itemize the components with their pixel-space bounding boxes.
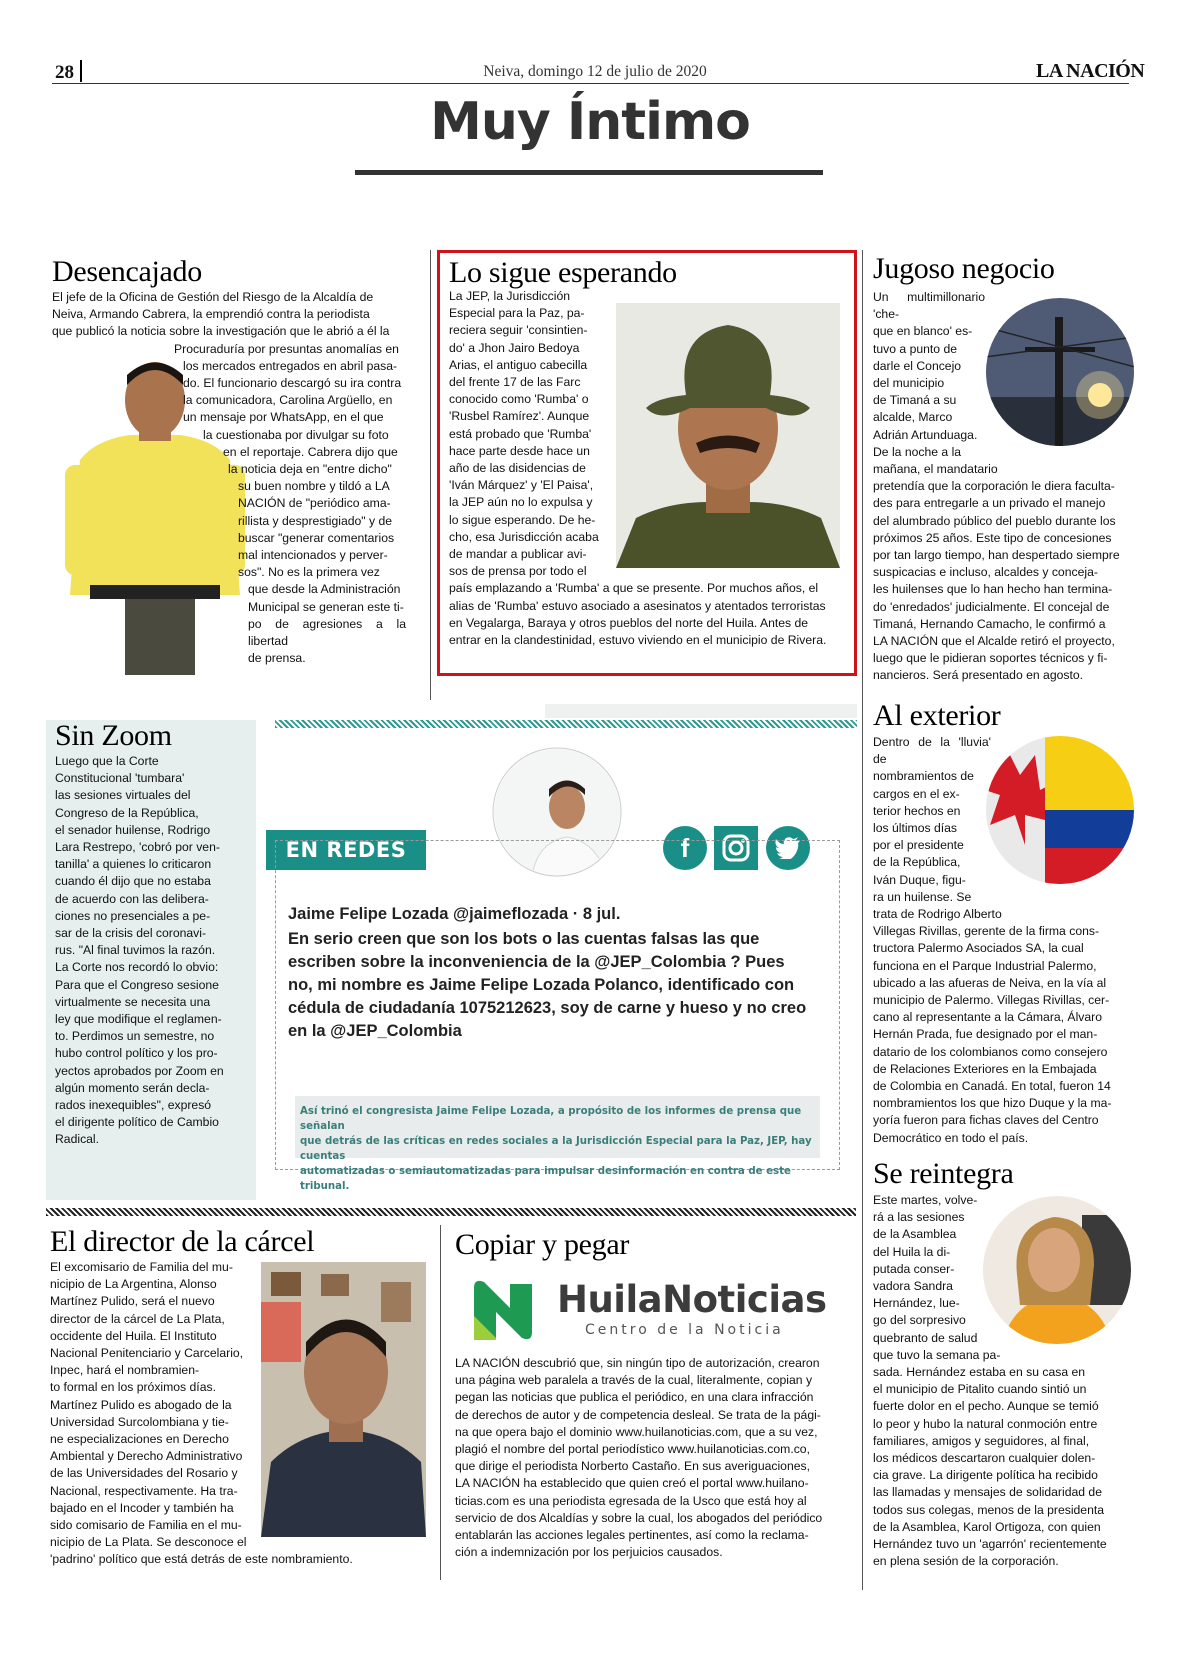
lo-sigue-line: La JEP, la Jurisdicción bbox=[449, 289, 571, 303]
tweet-text bbox=[288, 928, 826, 1043]
reintegra-line: Hernández, lue- bbox=[873, 1296, 960, 1311]
reintegra-line: cia grave. La dirigente política ha recibido bbox=[873, 1468, 1098, 1483]
desencajado-line: que publicó la noticia sobre la investigación que le abrió a él la bbox=[52, 324, 390, 339]
al-exterior-line: de Relaciones Exteriores en la Embajada bbox=[873, 1061, 1097, 1076]
sin-zoom-line: ley que modifique el reglamen- bbox=[55, 1012, 222, 1027]
huilanoticias-logo-text: HuilaNoticias bbox=[557, 1278, 827, 1321]
copiar-title: Copiar y pegar bbox=[455, 1228, 630, 1261]
jugoso-title: Jugoso negocio bbox=[873, 252, 1055, 285]
al-exterior-body bbox=[873, 734, 1135, 1147]
al-exterior-line: Democrático en todo el país. bbox=[873, 1130, 1029, 1145]
jugoso-line: del alumbrado público del pueblo durante los bbox=[873, 513, 1116, 528]
tweet-caption bbox=[300, 1104, 818, 1194]
tweet-line: En serio creen que son los bots o las cuentas falsas las que bbox=[288, 930, 760, 948]
desencajado-line: en el reportaje. Cabrera dijo que bbox=[223, 444, 398, 459]
jugoso-line: Adrián Artunduaga. bbox=[873, 427, 978, 442]
en-redes-top-band bbox=[545, 704, 857, 718]
en-redes-hatch-rule bbox=[275, 720, 857, 728]
al-exterior-line: de Colombia en Canadá. En total, fueron 14 bbox=[873, 1079, 1111, 1094]
sin-zoom-line: Constitucional 'tumbara' bbox=[55, 771, 185, 786]
en-redes-label: EN REDES bbox=[266, 830, 426, 870]
lo-sigue-line: la JEP aún no lo expulsa y bbox=[449, 495, 593, 510]
al-exterior-line: Iván Duque, figu- bbox=[873, 872, 966, 887]
sin-zoom-line: sar de la crisis del coronavi- bbox=[55, 926, 207, 941]
desencajado-line: po de agresiones a la libertad bbox=[248, 616, 406, 649]
reintegra-line: en plena sesión de la corporación. bbox=[873, 1554, 1059, 1569]
caption-line: que detrás de las críticas en redes sociales a la Jurisdicción Especial para la Paz, JEP, hay cuentas bbox=[300, 1136, 812, 1162]
al-exterior-line: cargos en el ex- bbox=[873, 786, 960, 801]
al-exterior-line: yoría fueron para fichas claves del Centro bbox=[873, 1113, 1099, 1128]
lo-sigue-line: conocido como 'Rumba' o bbox=[449, 392, 589, 407]
al-exterior-line: los últimos días bbox=[873, 821, 957, 836]
desencajado-line: do. El funcionario descargó su ira contra bbox=[183, 376, 402, 391]
reintegra-line: Este martes, volve- bbox=[873, 1193, 978, 1207]
dateline: Neiva, domingo 12 de julio de 2020 bbox=[483, 63, 707, 80]
lo-sigue-line: alias de 'Rumba' estuvo asociado a asesinatos y atentados terroristas bbox=[449, 598, 826, 613]
sin-zoom-title: Sin Zoom bbox=[55, 719, 172, 752]
desencajado-line: la cuestionaba por divulgar su foto bbox=[203, 427, 389, 442]
reintegra-line: que tuvo la semana pa- bbox=[873, 1347, 1001, 1362]
reintegra-line: todos sus colegas, menos de la presidenta bbox=[873, 1502, 1105, 1517]
sin-zoom-line: La Corte nos recordó lo obvio: bbox=[55, 960, 219, 975]
sin-zoom-line: Radical. bbox=[55, 1132, 100, 1147]
desencajado-line: la noticia deja en "entre dicho" bbox=[228, 462, 392, 477]
sin-zoom-line: Lara Restrepo, 'cobró por ven- bbox=[55, 840, 220, 855]
desencajado-line: que desde la Administración bbox=[248, 582, 401, 597]
jugoso-line: tuvo a punto de bbox=[873, 341, 958, 356]
desencajado-line: Procuraduría por presuntas anomalías en bbox=[174, 341, 399, 356]
al-exterior-title: Al exterior bbox=[873, 699, 1001, 732]
column-divider bbox=[430, 250, 431, 700]
sin-zoom-body bbox=[55, 753, 245, 1149]
al-exterior-line: por el presidente bbox=[873, 838, 964, 853]
reintegra-line: vadora Sandra bbox=[873, 1279, 953, 1294]
sin-zoom-line: el senador huilense, Rodrigo bbox=[55, 822, 211, 837]
brand-logo: LA NACIÓN bbox=[1036, 60, 1145, 82]
reintegra-line: familiares, amigos y seguidores, al final, bbox=[873, 1433, 1090, 1448]
al-exterior-line: terior hechos en bbox=[873, 803, 961, 818]
copiar-line: ticias.com es una periodista egresada de la Usco que está hoy al bbox=[455, 1493, 807, 1508]
lo-sigue-line: Especial para la Paz, pa- bbox=[449, 306, 585, 321]
tweet-author: Jaime Felipe Lozada @jaimeflozada · 8 jul. bbox=[288, 905, 621, 923]
desencajado-line: mal intencionados y perver- bbox=[238, 548, 388, 563]
lo-sigue-line: reciera seguir 'consintien- bbox=[449, 323, 588, 338]
lo-sigue-title: Lo sigue esperando bbox=[449, 256, 677, 289]
copiar-line: na que opera bajo el dominio www.huilanoticias.com, que a su vez, bbox=[455, 1424, 818, 1439]
jugoso-line: nancieros. Será presentado en agosto. bbox=[873, 668, 1084, 683]
lo-sigue-line: en Vegalarga, Baraya y otros pueblos del norte del Huila. Antes de bbox=[449, 615, 809, 630]
caption-line: automatizadas o semiautomatizadas para impulsar desinformación en contra de este tribunal. bbox=[300, 1166, 791, 1192]
jugoso-line: des para entregarle a un privado el manejo bbox=[873, 496, 1106, 511]
huilanoticias-logo-mark bbox=[470, 1276, 540, 1344]
copiar-line: LA NACIÓN descubrió que, sin ningún tipo de autorización, crearon bbox=[455, 1356, 820, 1370]
director-line: occidente del Huila. El Instituto bbox=[50, 1328, 217, 1343]
sin-zoom-line: de acuerdo con las delibera- bbox=[55, 891, 209, 906]
sin-zoom-line: las sesiones virtuales del bbox=[55, 788, 191, 803]
director-line: Martínez Pulido, será el nuevo bbox=[50, 1294, 215, 1309]
jugoso-line: Timaná, Hernando Camacho, le confirmó a bbox=[873, 616, 1106, 631]
al-exterior-line: cano al representante a la Cámara, Álvaro bbox=[873, 1010, 1102, 1025]
lo-sigue-line: lo sigue esperando. De he- bbox=[449, 512, 596, 527]
reintegra-body bbox=[873, 1192, 1135, 1570]
lo-sigue-line: país emplazando a 'Rumba' a que se presente. Por muchos años, el bbox=[449, 581, 819, 596]
jugoso-line: por tan largo tiempo, han despertado siempre bbox=[873, 548, 1120, 563]
lo-sigue-line: año de las disidencias de bbox=[449, 461, 586, 476]
lo-sigue-line: hace parte desde hace un bbox=[449, 443, 590, 458]
director-line: to formal en los próximos días. bbox=[50, 1380, 216, 1395]
copiar-line: plagió el nombre del portal periodístico www.huilanoticias.com.co, bbox=[455, 1442, 810, 1457]
sin-zoom-line: Congreso de la República, bbox=[55, 805, 199, 820]
jugoso-line: del municipio bbox=[873, 376, 945, 391]
sin-zoom-line: ciones no presenciales a pe- bbox=[55, 908, 211, 923]
copiar-line: LA NACIÓN ha establecido que quien creó el portal www.huilano- bbox=[455, 1476, 809, 1491]
al-exterior-line: nombramientos de bbox=[873, 769, 974, 784]
al-exterior-line: Hernán Prada, fue designado por el man- bbox=[873, 1027, 1098, 1042]
sin-zoom-line: cuando él dijo que no estaba bbox=[55, 874, 211, 889]
column-divider bbox=[440, 1225, 441, 1580]
director-line: Ambiental y Derecho Administrativo bbox=[50, 1449, 243, 1464]
desencajado-line: la comunicadora, Carolina Argüello, en bbox=[183, 393, 393, 408]
lo-sigue-line: sos de prensa por todo el bbox=[449, 564, 587, 579]
al-exterior-line: ubicado a las afueras de Neiva, en la vía al bbox=[873, 975, 1107, 990]
director-line: nicipio de La Argentina, Alonso bbox=[50, 1277, 217, 1292]
desencajado-body bbox=[52, 289, 406, 667]
jugoso-line: de Timaná a su bbox=[873, 393, 957, 408]
lo-sigue-line: está probado que 'Rumba' bbox=[449, 426, 592, 441]
facebook-icon[interactable]: f bbox=[663, 826, 707, 870]
tweet-line: no, mi nombre es Jaime Felipe Lozada Polanco, identificado con bbox=[288, 976, 795, 994]
copiar-body bbox=[455, 1355, 840, 1561]
reintegra-line: quebranto de salud bbox=[873, 1330, 978, 1345]
lo-sigue-line: 'Rusbel Ramírez'. Aunque bbox=[449, 409, 590, 424]
section-title-underline bbox=[355, 170, 823, 175]
sin-zoom-line: hubo control político y los pro- bbox=[55, 1046, 218, 1061]
desencajado-line: Neiva, Armando Cabrera, la emprendió contra la periodista bbox=[52, 307, 370, 322]
reintegra-line: las llamadas y mensajes de solidaridad de bbox=[873, 1485, 1102, 1500]
copiar-line: de derechos de autor y de competencia desleal. Se trata de la pági- bbox=[455, 1407, 821, 1422]
sin-zoom-line: to. Perdimos un semestre, no bbox=[55, 1029, 215, 1044]
jugoso-line: LA NACIÓN que el Alcalde retiró el proyecto, bbox=[873, 634, 1115, 649]
desencajado-line: sos". No es la primera vez bbox=[238, 565, 380, 580]
director-line: bajado en el Incoder y también ha bbox=[50, 1500, 234, 1515]
desencajado-line: El jefe de la Oficina de Gestión del Riesgo de la Alcaldía de bbox=[52, 290, 374, 304]
tweet-line: escriben sobre la inconveniencia de la @JEP_Colombia ? Pues bbox=[288, 953, 785, 971]
page-number: 28 bbox=[55, 62, 74, 83]
sin-zoom-line: Para que el Congreso sesione bbox=[55, 977, 219, 992]
director-body bbox=[50, 1259, 422, 1569]
reintegra-line: putada conser- bbox=[873, 1261, 955, 1276]
copiar-line: que dirige el periodista Norberto Castaño. En sus averiguaciones, bbox=[455, 1459, 810, 1474]
al-exterior-line: municipio de Palermo. Villegas Rivillas, cer- bbox=[873, 993, 1110, 1008]
director-title: El director de la cárcel bbox=[50, 1225, 315, 1258]
reintegra-line: rá a las sesiones bbox=[873, 1210, 965, 1225]
desencajado-line: un mensaje por WhatsApp, en el que bbox=[183, 410, 384, 425]
jugoso-line: darle el Concejo bbox=[873, 358, 962, 373]
al-exterior-line: Dentro de la 'lluvia' de bbox=[873, 735, 991, 767]
copiar-line: ción a indemnización por los perjuicios causados. bbox=[455, 1545, 723, 1560]
lo-sigue-line: del frente 17 de las Farc bbox=[449, 375, 581, 390]
caption-line: Así trinó el congresista Jaime Felipe Lozada, a propósito de los informes de prensa que señalan bbox=[300, 1106, 802, 1132]
director-line: El excomisario de Familia del mu- bbox=[50, 1260, 233, 1274]
reintegra-line: del Huila la di- bbox=[873, 1244, 951, 1259]
desencajado-line: NACIÓN de "periódico ama- bbox=[238, 496, 391, 511]
jugoso-line: do 'enredados' judicialmente. El concejal de bbox=[873, 599, 1110, 614]
copiar-line: pegan las noticias que publica el periódico, en una clara infracción bbox=[455, 1390, 814, 1405]
jugoso-line: próximos 25 años. Este tipo de concesiones bbox=[873, 530, 1112, 545]
column-divider bbox=[862, 700, 863, 1590]
jugoso-body bbox=[873, 289, 1135, 685]
director-line: sido comisario de Familia en el mu- bbox=[50, 1518, 242, 1533]
jugoso-line: alcalde, Marco bbox=[873, 410, 953, 425]
header-rule bbox=[52, 83, 1129, 84]
al-exterior-line: de la República, bbox=[873, 855, 961, 870]
copiar-line: una página web paralela a través de la cual, literalmente, copian y bbox=[455, 1373, 813, 1388]
director-line: de las Universidades del Rosario y bbox=[50, 1466, 238, 1481]
jugoso-line: que en blanco' es- bbox=[873, 324, 973, 339]
director-line: director de la cárcel de La Plata, bbox=[50, 1311, 225, 1326]
lo-sigue-line: Arias, el antiguo cabecilla bbox=[449, 357, 588, 372]
al-exterior-line: nombramientos los que hizo Duque y la ma- bbox=[873, 1096, 1112, 1111]
lo-sigue-line: entrar en la clandestinidad, estuvo viviendo en el municipio de Rivera. bbox=[449, 633, 827, 648]
desencajado-line: Municipal se generan este ti- bbox=[248, 599, 404, 614]
reintegra-line: go del sorpresivo bbox=[873, 1313, 966, 1328]
director-line: Universidad Surcolombiana y tie- bbox=[50, 1414, 229, 1429]
reintegra-line: los médicos descartaron cualquier dolen- bbox=[873, 1451, 1096, 1466]
al-exterior-line: datario de los colombianos como consejero bbox=[873, 1044, 1108, 1059]
sin-zoom-line: rus. "Al final tuvimos la razón. bbox=[55, 943, 216, 958]
reintegra-title: Se reintegra bbox=[873, 1157, 1014, 1190]
section-title: Muy Íntimo bbox=[430, 92, 750, 152]
lo-sigue-line: cho, esa Jurisdicción acaba bbox=[449, 529, 599, 544]
director-line: Martínez Pulido es abogado de la bbox=[50, 1397, 232, 1412]
al-exterior-line: funciona en el Parque Industrial Palermo, bbox=[873, 958, 1097, 973]
sin-zoom-line: algún momento serán decla- bbox=[55, 1080, 210, 1095]
copiar-line: servicio de dos Alcaldías y sobre la cual, los abogados del periódico bbox=[455, 1510, 823, 1525]
director-line: 'padrino' político que está detrás de este nombramiento. bbox=[50, 1552, 353, 1567]
reintegra-line: el municipio de Pitalito cuando sintió un bbox=[873, 1382, 1087, 1397]
director-line: Nacional Penitenciario y Carcelario, bbox=[50, 1346, 244, 1361]
reintegra-line: fuerte dolor en el pecho. Aunque se temió bbox=[873, 1399, 1099, 1414]
desencajado-line: rillista y desprestigiado" y de bbox=[238, 513, 393, 528]
lo-sigue-line: do' a Jhon Jairo Bedoya bbox=[449, 340, 580, 355]
director-line: Inpec, hará el nombramien- bbox=[50, 1363, 200, 1378]
desencajado-line: de prensa. bbox=[248, 651, 306, 666]
jugoso-line: mañana, el mandatario bbox=[873, 462, 998, 477]
huilanoticias-logo-tagline: Centro de la Noticia bbox=[585, 1322, 784, 1338]
desencajado-line: buscar "generar comentarios bbox=[238, 530, 395, 545]
copiar-line: entablarán las acciones legales pertinentes, así como la reclama- bbox=[455, 1528, 809, 1543]
lo-sigue-line: de mandar a publicar avi- bbox=[449, 547, 587, 562]
sin-zoom-line: virtualmente se necesita una bbox=[55, 994, 211, 1009]
lo-sigue-body bbox=[449, 288, 839, 649]
al-exterior-line: tructora Palermo Asociados SA, la cual bbox=[873, 941, 1084, 956]
reintegra-line: de la Asamblea, Karol Ortigoza, con quien bbox=[873, 1519, 1101, 1534]
director-line: ne especializaciones en Derecho bbox=[50, 1432, 229, 1447]
al-exterior-line: Villegas Rivillas, gerente de la firma cons- bbox=[873, 924, 1100, 939]
jugoso-line: les huilenses que lo han hecho han termina- bbox=[873, 582, 1113, 597]
jugoso-line: luego que le pidieran soportes técnicos y fi- bbox=[873, 651, 1108, 666]
sin-zoom-line: rados inexequibles", expresó bbox=[55, 1098, 212, 1113]
director-line: Nacional, respectivamente. Ha tra- bbox=[50, 1483, 238, 1498]
sin-zoom-line: Luego que la Corte bbox=[55, 754, 159, 768]
al-exterior-line: ra un huilense. Se bbox=[873, 889, 972, 904]
reintegra-line: Hernández tuvo un 'agarrón' recientemente bbox=[873, 1537, 1107, 1552]
reintegra-line: de la Asamblea bbox=[873, 1227, 957, 1242]
desencajado-line: los mercados entregados en abril pasa- bbox=[183, 358, 398, 373]
column-divider bbox=[862, 250, 863, 700]
tweet-line: en la @JEP_Colombia bbox=[288, 1022, 462, 1040]
bottom-hatch-rule bbox=[46, 1208, 856, 1216]
page-number-divider bbox=[80, 60, 82, 82]
desencajado-title: Desencajado bbox=[52, 255, 202, 288]
jugoso-line: Un multimillonario 'che- bbox=[873, 290, 985, 322]
al-exterior-line: trata de Rodrigo Alberto bbox=[873, 907, 1002, 922]
jugoso-line: De la noche a la bbox=[873, 444, 962, 459]
reintegra-line: lo peor y hubo la natural conmoción entre bbox=[873, 1416, 1098, 1431]
reintegra-line: sada. Hernández estaba en su casa en bbox=[873, 1365, 1086, 1380]
lo-sigue-line: 'Iván Márquez' y 'El Paisa', bbox=[449, 478, 594, 493]
tweet-line: cédula de ciudadanía 1075212623, soy de carne y hueso y no creo bbox=[288, 999, 807, 1017]
sin-zoom-line: yectos aprobados por Zoom en bbox=[55, 1063, 224, 1078]
jugoso-line: suspicacias e incluso, alcaldes y conceja- bbox=[873, 565, 1098, 580]
sin-zoom-line: el dirigente político de Cambio bbox=[55, 1115, 219, 1130]
director-line: nicipio de La Plata. Se desconoce el bbox=[50, 1535, 247, 1550]
sin-zoom-line: tanilla' a quienes lo criticaron bbox=[55, 857, 212, 872]
desencajado-line: su buen nombre y tildó a LA bbox=[238, 479, 390, 494]
jugoso-line: pretendía que la corporación le diera faculta- bbox=[873, 479, 1115, 494]
